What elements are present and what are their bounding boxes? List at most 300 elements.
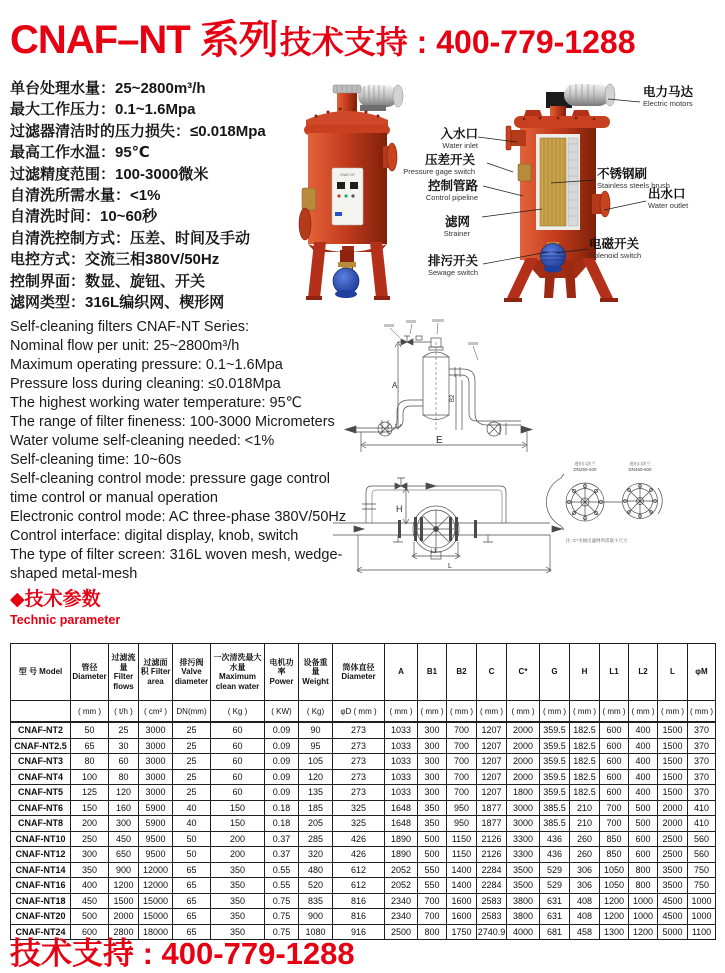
value-cell: 0.55 <box>265 862 299 878</box>
specs-en-line: The highest working water temperature: 95℃ <box>10 395 302 411</box>
value-cell: 550 <box>418 862 447 878</box>
value-cell: 370 <box>688 738 716 754</box>
series-title: CNAF–NT 系列 <box>10 18 278 62</box>
callout-sewage-switch: 排污开关 Sewage switch <box>427 254 478 278</box>
col-header: 一次清洗最大水量 Maximum clean water <box>211 644 265 701</box>
value-cell: 1033 <box>385 754 418 770</box>
value-cell: 2052 <box>385 878 418 894</box>
value-cell: 65 <box>173 909 211 925</box>
value-cell: 18000 <box>139 924 173 940</box>
value-cell: 400 <box>71 878 109 894</box>
value-cell: 1150 <box>447 847 477 863</box>
value-cell: 385.5 <box>540 816 570 832</box>
value-cell: 273 <box>333 722 385 738</box>
value-cell: 3000 <box>139 785 173 801</box>
value-cell: 1600 <box>447 909 477 925</box>
value-cell: 600 <box>600 738 629 754</box>
svg-text:进出口法兰: 进出口法兰 <box>629 461 651 466</box>
value-cell: 1750 <box>447 924 477 940</box>
col-header: 型 号 Model <box>11 644 71 701</box>
value-cell: 25 <box>173 738 211 754</box>
table-row <box>11 893 716 909</box>
value-cell: 5900 <box>139 800 173 816</box>
specs-cn-line: 最高工作水温：95℃ <box>10 144 150 162</box>
value-cell: 500 <box>629 816 658 832</box>
value-cell: 1000 <box>629 893 658 909</box>
value-cell: 3000 <box>507 816 540 832</box>
value-cell: 600 <box>600 785 629 801</box>
value-cell: 1300 <box>600 924 629 940</box>
value-cell: 200 <box>211 831 265 847</box>
svg-text:A: A <box>392 381 398 390</box>
value-cell: 210 <box>570 800 600 816</box>
unit-cell: ( KW) <box>265 701 299 723</box>
value-cell: 0.75 <box>265 893 299 909</box>
svg-text:CNAF-NT: CNAF-NT <box>340 173 355 177</box>
value-cell: 300 <box>418 738 447 754</box>
value-cell: 40 <box>173 816 211 832</box>
value-cell: 3000 <box>139 738 173 754</box>
value-cell: 65 <box>173 862 211 878</box>
specs-cn-line: 滤网类型：316L编织网、楔形网 <box>10 294 225 312</box>
specs-en-line: Pressure loss during cleaning: ≤0.018Mpa <box>10 376 281 392</box>
model-cell: CNAF-NT5 <box>11 785 71 801</box>
unit-cell: φD ( mm ) <box>333 701 385 723</box>
page-header <box>10 8 636 65</box>
value-cell: 150 <box>71 800 109 816</box>
col-header: C* <box>507 644 540 701</box>
specs-cn-line: 自清洗时间：10~60秒 <box>10 208 158 226</box>
value-cell: 350 <box>211 893 265 909</box>
specs-cn-line: 过滤精度范围：100-3000微米 <box>10 165 209 183</box>
value-cell: 4000 <box>507 924 540 940</box>
value-cell: 65 <box>173 893 211 909</box>
value-cell: 3500 <box>658 862 688 878</box>
value-cell: 950 <box>447 800 477 816</box>
value-cell: 120 <box>109 785 139 801</box>
value-cell: 400 <box>629 785 658 801</box>
value-cell: 80 <box>71 754 109 770</box>
value-cell: 1648 <box>385 800 418 816</box>
col-header: 筒体直径 Diameter <box>333 644 385 701</box>
value-cell: 1080 <box>299 924 333 940</box>
value-cell: 359.5 <box>540 785 570 801</box>
col-header: 排污阀 Valve diameter <box>173 644 211 701</box>
value-cell: 385.5 <box>540 800 570 816</box>
value-cell: 65 <box>173 878 211 894</box>
col-header: 设备重量 Weight <box>299 644 333 701</box>
value-cell: 1000 <box>629 909 658 925</box>
callout-pressure-switch: 压差开关 Pressure gage switch <box>403 153 475 177</box>
value-cell: 2000 <box>507 738 540 754</box>
flange-diagram-small <box>546 474 604 530</box>
unit-cell <box>11 701 71 723</box>
value-cell: 520 <box>299 878 333 894</box>
value-cell: 1648 <box>385 816 418 832</box>
svg-text:L1: L1 <box>431 549 437 555</box>
value-cell: 500 <box>418 847 447 863</box>
value-cell: 400 <box>629 722 658 738</box>
value-cell: 359.5 <box>540 738 570 754</box>
value-cell: 2000 <box>507 754 540 770</box>
model-cell: CNAF-NT4 <box>11 769 71 785</box>
value-cell: 60 <box>211 769 265 785</box>
value-cell: 900 <box>109 862 139 878</box>
value-cell: 150 <box>211 816 265 832</box>
value-cell: 150 <box>211 800 265 816</box>
unit-cell: ( mm ) <box>385 701 418 723</box>
model-cell: CNAF-NT12 <box>11 847 71 863</box>
svg-text:H: H <box>396 504 403 514</box>
value-cell: 273 <box>333 754 385 770</box>
value-cell: 285 <box>299 831 333 847</box>
callout-solenoid-switch: 电磁开关 Solenoid switch <box>589 237 642 261</box>
value-cell: 1207 <box>477 769 507 785</box>
value-cell: 1033 <box>385 722 418 738</box>
unit-cell: ( mm ) <box>540 701 570 723</box>
value-cell: 1000 <box>688 893 716 909</box>
value-cell: 306 <box>570 862 600 878</box>
value-cell: 0.75 <box>265 909 299 925</box>
value-cell: 0.18 <box>265 800 299 816</box>
value-cell: 2500 <box>658 831 688 847</box>
control-panel <box>332 168 363 225</box>
unit-cell: ( mm ) <box>688 701 716 723</box>
svg-text:DN450-600: DN450-600 <box>628 467 652 472</box>
value-cell: 560 <box>688 847 716 863</box>
model-cell: CNAF-NT2 <box>11 722 71 738</box>
specs-en-line: The range of filter fineness: 100-3000 Micrometers <box>10 414 335 430</box>
value-cell: 0.09 <box>265 785 299 801</box>
value-cell: 205 <box>299 816 333 832</box>
col-header: L1 <box>600 644 629 701</box>
value-cell: 320 <box>299 847 333 863</box>
value-cell: 325 <box>333 800 385 816</box>
value-cell: 3800 <box>507 893 540 909</box>
footer-support-phone: 技术支持 : 400-779-1288 <box>10 936 355 971</box>
model-cell: CNAF-NT3 <box>11 754 71 770</box>
value-cell: 2583 <box>477 909 507 925</box>
value-cell: 1050 <box>600 862 629 878</box>
col-header: L2 <box>629 644 658 701</box>
value-cell: 600 <box>629 847 658 863</box>
value-cell: 410 <box>688 800 716 816</box>
value-cell: 80 <box>109 769 139 785</box>
section-title-cn: ◆技术参数 <box>10 589 101 610</box>
value-cell: 1200 <box>600 909 629 925</box>
value-cell: 1200 <box>109 878 139 894</box>
col-header: L <box>658 644 688 701</box>
unit-cell: ( mm ) <box>629 701 658 723</box>
specs-cn-line: 过滤器清洁时的压力损失：≤0.018Mpa <box>10 122 266 140</box>
unit-cell: ( t/h ) <box>109 701 139 723</box>
value-cell: 700 <box>447 722 477 738</box>
table-row <box>11 785 716 801</box>
value-cell: 273 <box>333 769 385 785</box>
value-cell: 0.18 <box>265 816 299 832</box>
value-cell: 850 <box>600 831 629 847</box>
value-cell: 600 <box>600 722 629 738</box>
specs-en-line: The type of filter screen: 316L woven mesh, wedge- <box>10 547 343 563</box>
unit-cell: ( mm ) <box>658 701 688 723</box>
value-cell: 436 <box>540 831 570 847</box>
value-cell: 2126 <box>477 847 507 863</box>
model-cell: CNAF-NT14 <box>11 862 71 878</box>
value-cell: 0.09 <box>265 738 299 754</box>
value-cell: 300 <box>418 754 447 770</box>
unit-cell: ( cm² ) <box>139 701 173 723</box>
value-cell: 2000 <box>658 816 688 832</box>
value-cell: 3800 <box>507 909 540 925</box>
model-cell: CNAF-NT24 <box>11 924 71 940</box>
value-cell: 135 <box>299 785 333 801</box>
value-cell: 3500 <box>507 862 540 878</box>
callout-steel-brush: 不锈钢刷 Stainless steels brush <box>597 167 670 191</box>
svg-text:B2: B2 <box>450 394 456 402</box>
col-header: G <box>540 644 570 701</box>
value-cell: 260 <box>570 831 600 847</box>
col-header: A <box>385 644 418 701</box>
value-cell: 2000 <box>507 722 540 738</box>
value-cell: 350 <box>211 878 265 894</box>
table-row <box>11 722 716 738</box>
value-cell: 631 <box>540 893 570 909</box>
value-cell: 3500 <box>507 878 540 894</box>
value-cell: 700 <box>600 816 629 832</box>
value-cell: 600 <box>600 769 629 785</box>
col-header: C <box>477 644 507 701</box>
table-row <box>11 831 716 847</box>
unit-cell: ( mm ) <box>447 701 477 723</box>
value-cell: 1033 <box>385 785 418 801</box>
specs-en <box>10 318 347 584</box>
value-cell: 300 <box>418 769 447 785</box>
value-cell: 3000 <box>139 754 173 770</box>
unit-cell: ( mm ) <box>71 701 109 723</box>
unit-cell: DN(mm) <box>173 701 211 723</box>
value-cell: 1877 <box>477 800 507 816</box>
value-cell: 1500 <box>658 769 688 785</box>
value-cell: 560 <box>688 831 716 847</box>
value-cell: 458 <box>570 924 600 940</box>
table-row <box>11 769 716 785</box>
value-cell: 450 <box>71 893 109 909</box>
value-cell: 300 <box>109 816 139 832</box>
value-cell: 700 <box>418 909 447 925</box>
value-cell: 1207 <box>477 722 507 738</box>
value-cell: 370 <box>688 769 716 785</box>
table-row <box>11 878 716 894</box>
callout-water-outlet: 出水口 Water outlet <box>648 187 689 211</box>
drawing-note: 注: C*为抽出滤网所需最小尺寸 <box>566 538 628 543</box>
value-cell: 426 <box>333 847 385 863</box>
specs-en-line: Self-cleaning filters CNAF-NT Series: <box>10 319 250 335</box>
model-cell: CNAF-NT16 <box>11 878 71 894</box>
col-header: B1 <box>418 644 447 701</box>
value-cell: 90 <box>299 722 333 738</box>
value-cell: 2052 <box>385 862 418 878</box>
value-cell: 60 <box>211 738 265 754</box>
value-cell: 500 <box>629 800 658 816</box>
value-cell: 25 <box>173 785 211 801</box>
specs-en-line: time control or manual operation <box>10 490 218 506</box>
value-cell: 529 <box>540 862 570 878</box>
value-cell: 900 <box>299 909 333 925</box>
value-cell: 200 <box>71 816 109 832</box>
model-cell: CNAF-NT18 <box>11 893 71 909</box>
table-row <box>11 738 716 754</box>
value-cell: 65 <box>173 924 211 940</box>
value-cell: 700 <box>418 893 447 909</box>
value-cell: 400 <box>629 769 658 785</box>
model-cell: CNAF-NT8 <box>11 816 71 832</box>
unit-cell: ( mm ) <box>477 701 507 723</box>
model-cell: CNAF-NT10 <box>11 831 71 847</box>
value-cell: 1400 <box>447 862 477 878</box>
value-cell: 370 <box>688 722 716 738</box>
support-phone: 技术支持 : 400-779-1288 <box>279 24 636 60</box>
value-cell: 700 <box>600 800 629 816</box>
value-cell: 325 <box>333 816 385 832</box>
value-cell: 1200 <box>600 893 629 909</box>
value-cell: 25 <box>109 722 139 738</box>
value-cell: 300 <box>71 847 109 863</box>
value-cell: 2000 <box>109 909 139 925</box>
value-cell: 1033 <box>385 738 418 754</box>
callout-strainer: 滤网 Strainer <box>443 215 470 239</box>
value-cell: 1207 <box>477 738 507 754</box>
specs-cn-line: 控制界面：数显、旋钮、开关 <box>10 272 206 290</box>
value-cell: 1500 <box>658 785 688 801</box>
value-cell: 50 <box>71 722 109 738</box>
svg-text:DN250-400: DN250-400 <box>573 467 597 472</box>
value-cell: 182.5 <box>570 769 600 785</box>
value-cell: 0.37 <box>265 831 299 847</box>
value-cell: 350 <box>211 924 265 940</box>
value-cell: 5000 <box>658 924 688 940</box>
specs-en-line: Self-cleaning time: 10~60s <box>10 452 182 468</box>
specs-en-line: Control interface: digital display, knob, switch <box>10 528 299 544</box>
value-cell: 916 <box>333 924 385 940</box>
value-cell: 1890 <box>385 831 418 847</box>
value-cell: 1200 <box>629 924 658 940</box>
value-cell: 529 <box>540 878 570 894</box>
value-cell: 600 <box>629 831 658 847</box>
value-cell: 273 <box>333 738 385 754</box>
value-cell: 700 <box>447 754 477 770</box>
unit-cell: ( mm ) <box>418 701 447 723</box>
value-cell: 408 <box>570 909 600 925</box>
specs-cn-line: 自清洗所需水量：<1% <box>10 187 161 205</box>
value-cell: 60 <box>211 722 265 738</box>
callout-water-inlet: 入水口 Water inlet <box>440 127 478 151</box>
value-cell: 0.09 <box>265 769 299 785</box>
value-cell: 3300 <box>507 831 540 847</box>
value-cell: 631 <box>540 909 570 925</box>
value-cell: 120 <box>299 769 333 785</box>
value-cell: 350 <box>211 862 265 878</box>
model-cell: CNAF-NT2.5 <box>11 738 71 754</box>
value-cell: 750 <box>688 862 716 878</box>
value-cell: 1600 <box>447 893 477 909</box>
value-cell: 350 <box>71 862 109 878</box>
value-cell: 50 <box>173 831 211 847</box>
specs-cn <box>10 78 310 313</box>
value-cell: 750 <box>688 878 716 894</box>
value-cell: 1890 <box>385 847 418 863</box>
svg-text:L: L <box>448 563 452 570</box>
value-cell: 60 <box>109 754 139 770</box>
value-cell: 450 <box>109 831 139 847</box>
value-cell: 125 <box>71 785 109 801</box>
value-cell: 65 <box>71 738 109 754</box>
value-cell: 3000 <box>139 769 173 785</box>
value-cell: 359.5 <box>540 754 570 770</box>
value-cell: 1500 <box>109 893 139 909</box>
value-cell: 816 <box>333 893 385 909</box>
specs-cn-line: 自清洗控制方式：压差、时间及手动 <box>10 229 251 247</box>
specs-cn-line: 最大工作压力：0.1~1.6Mpa <box>10 101 196 119</box>
value-cell: 100 <box>71 769 109 785</box>
value-cell: 359.5 <box>540 722 570 738</box>
col-header: B2 <box>447 644 477 701</box>
value-cell: 410 <box>688 816 716 832</box>
value-cell: 160 <box>109 800 139 816</box>
value-cell: 480 <box>299 862 333 878</box>
value-cell: 1800 <box>507 785 540 801</box>
value-cell: 12000 <box>139 878 173 894</box>
value-cell: 1000 <box>688 909 716 925</box>
value-cell: 0.37 <box>265 847 299 863</box>
value-cell: 1150 <box>447 831 477 847</box>
value-cell: 50 <box>173 847 211 863</box>
svg-text:E: E <box>436 435 443 446</box>
value-cell: 1877 <box>477 816 507 832</box>
value-cell: 2583 <box>477 893 507 909</box>
value-cell: 612 <box>333 878 385 894</box>
value-cell: 15000 <box>139 893 173 909</box>
table-row <box>11 754 716 770</box>
unit-cell: ( mm ) <box>600 701 629 723</box>
specs-cn-line: 单台处理水量：25~2800m³/h <box>10 80 206 97</box>
value-cell: 5900 <box>139 816 173 832</box>
table-row <box>11 847 716 863</box>
value-cell: 350 <box>211 909 265 925</box>
table-row <box>11 909 716 925</box>
value-cell: 1207 <box>477 754 507 770</box>
value-cell: 2340 <box>385 909 418 925</box>
specs-en-line: Maximum operating pressure: 0.1~1.6Mpa <box>10 357 283 373</box>
value-cell: 3000 <box>507 800 540 816</box>
specs-en-line: Nominal flow per unit: 25~2800m³/h <box>10 338 240 354</box>
value-cell: 550 <box>418 878 447 894</box>
value-cell: 400 <box>629 754 658 770</box>
value-cell: 260 <box>570 847 600 863</box>
value-cell: 650 <box>109 847 139 863</box>
flange-diagram-large <box>623 484 663 519</box>
value-cell: 1500 <box>658 754 688 770</box>
value-cell: 40 <box>173 800 211 816</box>
pressure-switch-block <box>518 164 531 181</box>
value-cell: 182.5 <box>570 754 600 770</box>
value-cell: 210 <box>570 816 600 832</box>
value-cell: 400 <box>629 738 658 754</box>
value-cell: 25 <box>173 754 211 770</box>
table-row <box>11 862 716 878</box>
callout-electric-motor: 电力马达 Electric motors <box>643 85 694 109</box>
value-cell: 2284 <box>477 878 507 894</box>
value-cell: 700 <box>447 785 477 801</box>
